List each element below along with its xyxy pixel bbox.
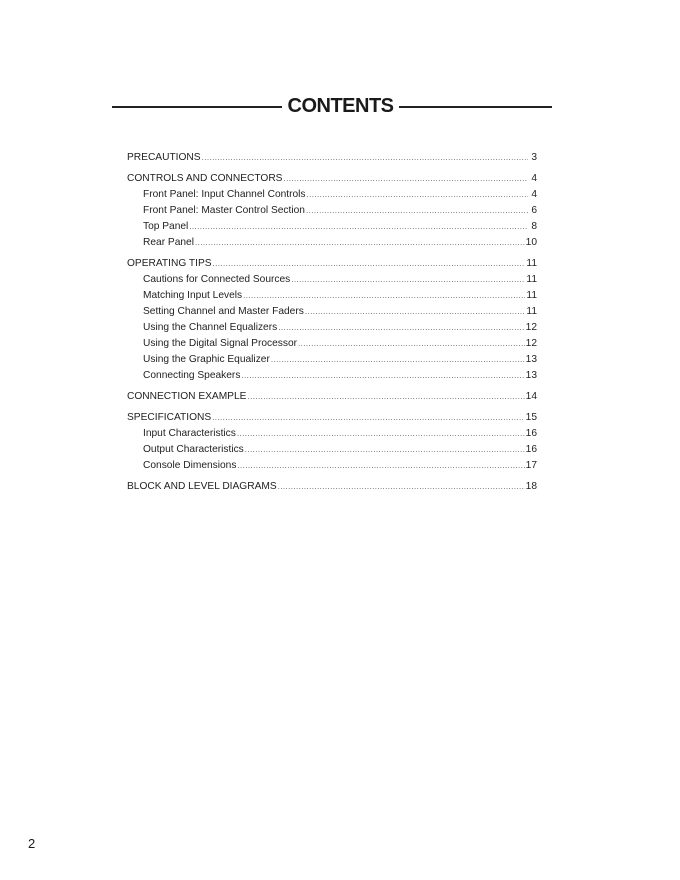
toc-entry-page: 16	[525, 444, 537, 455]
toc-entry-label: PRECAUTIONS	[127, 152, 201, 163]
toc-entry-label: OPERATING TIPS	[127, 258, 212, 269]
toc-entry-label: CONTROLS AND CONNECTORS	[127, 173, 283, 184]
toc-entry-label: CONNECTION EXAMPLE	[127, 391, 247, 402]
toc-section-entry[interactable]	[127, 256, 537, 272]
toc-dot-leader	[305, 304, 526, 320]
toc-entry-label: Console Dimensions	[143, 460, 237, 471]
toc-entry-page: 10	[525, 237, 537, 248]
toc-subsection-entry[interactable]	[127, 352, 537, 368]
toc-subsection-entry[interactable]	[127, 320, 537, 336]
toc-entry-page: 12	[525, 322, 537, 333]
toc-entry-label: Rear Panel	[143, 237, 194, 248]
toc-subsection-entry[interactable]	[127, 426, 537, 442]
toc-entry-page: 11	[526, 306, 537, 317]
toc-dot-leader	[278, 320, 524, 336]
toc-entry-page: 8	[531, 221, 537, 232]
toc-dot-leader	[278, 479, 525, 495]
toc-entry-label: SPECIFICATIONS	[127, 412, 212, 423]
toc-entry-label: Using the Digital Signal Processor	[143, 338, 298, 349]
toc-entry-page: 4	[531, 189, 537, 200]
toc-dot-leader	[195, 235, 525, 251]
toc-entry-page: 11	[526, 274, 537, 285]
toc-dot-leader	[237, 458, 524, 474]
header-rule-left	[112, 106, 282, 108]
toc-entry-label: Top Panel	[143, 221, 189, 232]
toc-entry-label: Using the Graphic Equalizer	[143, 354, 270, 365]
toc-entry-label: Output Characteristics	[143, 444, 244, 455]
toc-entry-label: Matching Input Levels	[143, 290, 243, 301]
toc-subsection-entry[interactable]	[127, 288, 537, 304]
toc-dot-leader	[237, 426, 525, 442]
toc-dot-leader	[291, 272, 525, 288]
toc-entry-page: 11	[526, 290, 537, 301]
toc-entry-page: 12	[525, 338, 537, 349]
table-of-contents	[127, 150, 537, 495]
toc-entry-page: 4	[531, 173, 537, 184]
toc-dot-leader	[306, 203, 528, 219]
toc-dot-leader	[247, 389, 524, 405]
toc-dot-leader	[283, 171, 528, 187]
toc-entry-label: BLOCK AND LEVEL DIAGRAMS	[127, 481, 277, 492]
toc-entry-page: 14	[525, 391, 537, 402]
toc-dot-leader	[241, 368, 524, 384]
toc-section-entry[interactable]	[127, 479, 537, 495]
toc-dot-leader	[189, 219, 528, 235]
toc-section-entry[interactable]	[127, 410, 537, 426]
toc-dot-leader	[307, 187, 528, 203]
page-title: CONTENTS	[287, 95, 394, 117]
toc-entry-page: 16	[525, 428, 537, 439]
toc-section-entry[interactable]	[127, 150, 537, 166]
toc-dot-leader	[245, 442, 525, 458]
toc-entry-label: Input Characteristics	[143, 428, 236, 439]
toc-entry-label: Cautions for Connected Sources	[143, 274, 291, 285]
toc-subsection-entry[interactable]	[127, 235, 537, 251]
toc-entry-page: 17	[525, 460, 537, 471]
toc-subsection-entry[interactable]	[127, 203, 537, 219]
toc-subsection-entry[interactable]	[127, 304, 537, 320]
header-rule-right	[399, 106, 552, 108]
toc-dot-leader	[202, 150, 528, 166]
toc-entry-label: Using the Channel Equalizers	[143, 322, 278, 333]
contents-header	[112, 94, 552, 118]
toc-dot-leader	[298, 336, 525, 352]
toc-dot-leader	[271, 352, 525, 368]
toc-subsection-entry[interactable]	[127, 272, 537, 288]
toc-entry-label: Front Panel: Master Control Section	[143, 205, 305, 216]
toc-section-entry[interactable]	[127, 171, 537, 187]
toc-dot-leader	[243, 288, 525, 304]
toc-subsection-entry[interactable]	[127, 336, 537, 352]
toc-dot-leader	[213, 256, 526, 272]
toc-entry-label: Front Panel: Input Channel Controls	[143, 189, 306, 200]
toc-entry-page: 6	[531, 205, 537, 216]
toc-entry-page: 11	[526, 258, 537, 269]
toc-dot-leader	[212, 410, 525, 426]
toc-entry-page: 18	[525, 481, 537, 492]
toc-entry-page: 13	[525, 370, 537, 381]
toc-subsection-entry[interactable]	[127, 219, 537, 235]
toc-entry-label: Setting Channel and Master Faders	[143, 306, 304, 317]
toc-entry-page: 13	[525, 354, 537, 365]
toc-entry-label: Connecting Speakers	[143, 370, 241, 381]
toc-subsection-entry[interactable]	[127, 187, 537, 203]
toc-entry-page: 3	[531, 152, 537, 163]
toc-subsection-entry[interactable]	[127, 368, 537, 384]
toc-subsection-entry[interactable]	[127, 442, 537, 458]
page-number: 2	[28, 836, 36, 851]
toc-subsection-entry[interactable]	[127, 458, 537, 474]
toc-entry-page: 15	[525, 412, 537, 423]
toc-section-entry[interactable]	[127, 389, 537, 405]
